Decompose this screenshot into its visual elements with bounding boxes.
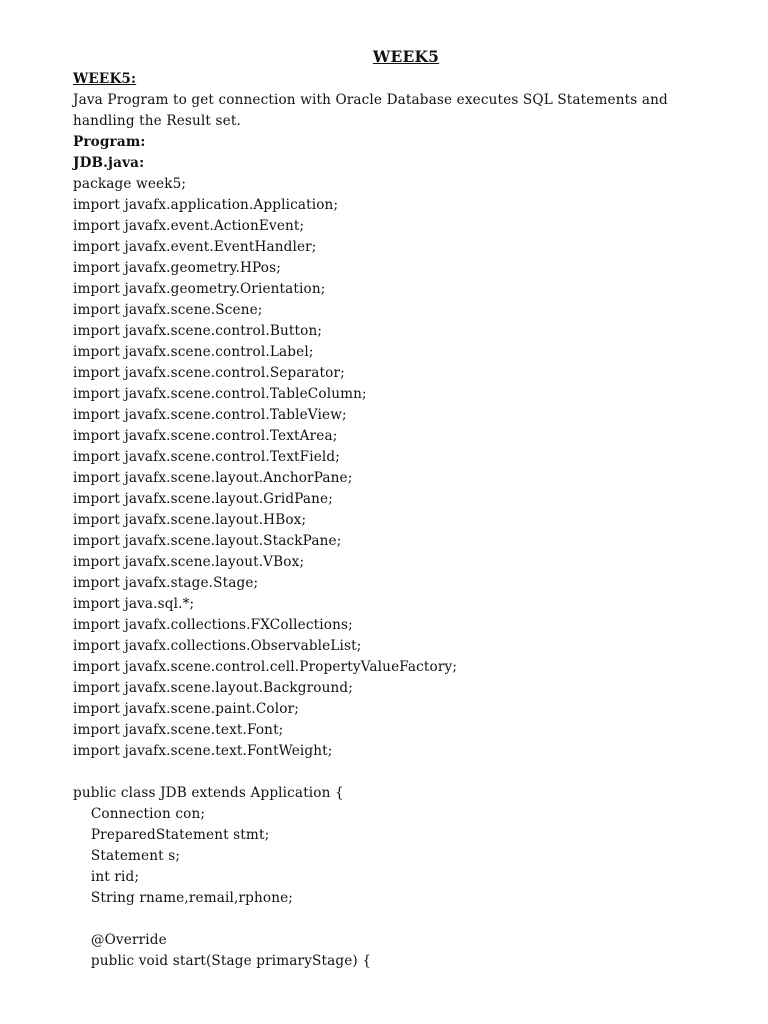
code-line: import javafx.geometry.Orientation; bbox=[73, 281, 326, 297]
code-line: import javafx.scene.control.Separator; bbox=[73, 365, 345, 381]
code-line: import javafx.geometry.HPos; bbox=[73, 260, 281, 276]
code-line: import javafx.scene.control.TableView; bbox=[73, 407, 347, 423]
code-line: import java.sql.*; bbox=[73, 596, 195, 612]
code-line: import javafx.event.ActionEvent; bbox=[73, 218, 305, 234]
code-line: String rname,remail,rphone; bbox=[73, 890, 294, 906]
code-line: import javafx.collections.FXCollections; bbox=[73, 617, 353, 633]
code-line: import javafx.scene.control.TableColumn; bbox=[73, 386, 367, 402]
code-line: import javafx.collections.ObservableList; bbox=[73, 638, 362, 654]
code-block bbox=[73, 174, 713, 972]
code-line bbox=[73, 762, 713, 783]
program-label: Program: bbox=[73, 134, 146, 150]
code-line: public void start(Stage primaryStage) { bbox=[73, 953, 372, 969]
code-line: import javafx.scene.control.Label; bbox=[73, 344, 314, 360]
code-line: import javafx.scene.layout.Background; bbox=[73, 680, 353, 696]
code-line: import javafx.scene.control.cell.PropertyValueFactory; bbox=[73, 659, 458, 675]
code-line: Statement s; bbox=[73, 848, 181, 864]
code-line: import javafx.stage.Stage; bbox=[73, 575, 259, 591]
code-line: import javafx.scene.control.TextArea; bbox=[73, 428, 338, 444]
code-line: import javafx.scene.layout.StackPane; bbox=[73, 533, 342, 549]
program-description: Java Program to get connection with Oracle Database executes SQL Statements and handling the Result set. bbox=[73, 92, 668, 129]
code-line: import javafx.scene.layout.AnchorPane; bbox=[73, 470, 353, 486]
file-label: JDB.java: bbox=[73, 155, 145, 171]
code-line: import javafx.scene.Scene; bbox=[73, 302, 263, 318]
code-line: import javafx.event.EventHandler; bbox=[73, 239, 317, 255]
code-line: import javafx.scene.control.Button; bbox=[73, 323, 323, 339]
code-line: int rid; bbox=[73, 869, 140, 885]
code-line bbox=[73, 909, 713, 930]
document-body bbox=[73, 69, 713, 972]
code-line: import javafx.scene.control.TextField; bbox=[73, 449, 340, 465]
code-line: package week5; bbox=[73, 176, 187, 192]
page-title: WEEK5 bbox=[372, 47, 440, 66]
code-line: Connection con; bbox=[73, 806, 206, 822]
code-line: import javafx.scene.paint.Color; bbox=[73, 701, 299, 717]
code-line: import javafx.scene.layout.GridPane; bbox=[73, 491, 333, 507]
code-line: import javafx.scene.text.Font; bbox=[73, 722, 284, 738]
code-line: import javafx.scene.layout.HBox; bbox=[73, 512, 307, 528]
code-line: import javafx.scene.text.FontWeight; bbox=[73, 743, 333, 759]
section-heading: WEEK5: bbox=[73, 71, 137, 87]
code-line: import javafx.scene.layout.VBox; bbox=[73, 554, 305, 570]
code-line: PreparedStatement stmt; bbox=[73, 827, 270, 843]
code-line: public class JDB extends Application { bbox=[73, 785, 344, 801]
code-line: @Override bbox=[73, 932, 167, 948]
code-line: import javafx.application.Application; bbox=[73, 197, 339, 213]
